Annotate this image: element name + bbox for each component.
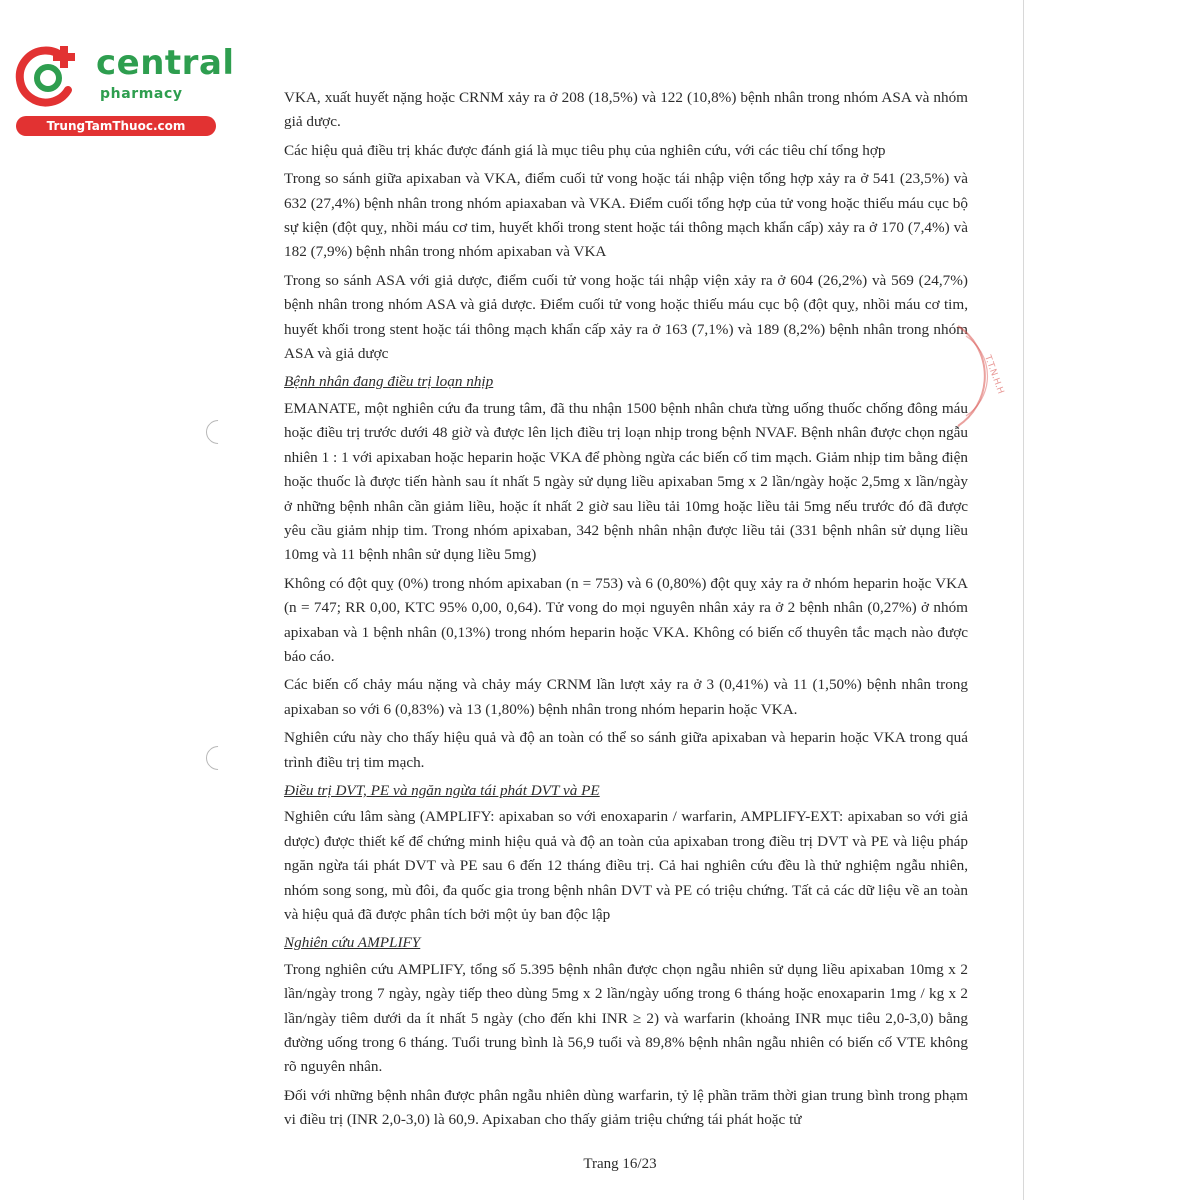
punch-hole-mark [201, 741, 235, 775]
red-seal-stamp [952, 316, 1032, 436]
paragraph: EMANATE, một nghiên cứu đa trung tâm, đã thu nhận 1500 bệnh nhân chưa từng uống thuốc chống đông máu hoặc điều trị trước dưới 48 giờ và được lên lịch điều trị loạn nhịp trong bệnh NVAF. Bệnh nhân được chọn ngẫu nhiên 1 : 1 với apixaban hoặc heparin hoặc VKA để phòng ngừa các biến cố tim mạch. Giảm nhịp tim bằng điện hoặc thuốc là được tiến hành sau ít nhất 5 ngày sử dụng liều apixaban 5mg x 2 lần/ngày hoặc 2,5mg x lần/ngày ở những bệnh nhân cần giảm liều, hoặc ít nhất 2 giờ sau liều tải 10mg hoặc liều tải 5mg nếu trước đó đã được yêu cầu giảm nhịp tim. Trong nhóm apixaban, 342 bệnh nhân nhận được liều tải (331 bệnh nhân sử dụng liều 10mg và 11 bệnh nhân sử dụng liều 5mg) [284, 399, 968, 564]
paragraph: Trong so sánh ASA với giả dược, điểm cuối tử vong hoặc tái nhập viện xảy ra ở 604 (26,2%) và 569 (24,7%) bệnh nhân trong nhóm ASA và giả dược. Điểm cuối tử vong hoặc thiếu máu cục bộ (đột quỵ, nhồi máu cơ tim, huyết khối trong stent hoặc tái thông mạch khẩn cấp xảy ra ở 163 (7,1%) và 189 (8,2%) bệnh nhân trong nhóm ASA và giả dược [284, 271, 968, 363]
logo-brand-text: central [96, 43, 235, 83]
logo-website-link[interactable]: TrungTamThuoc.com [16, 116, 216, 136]
section-heading: Bệnh nhân đang điều trị loạn nhịp [284, 373, 494, 391]
paragraph: Nghiên cứu lâm sàng (AMPLIFY: apixaban so với enoxaparin / warfarin, AMPLIFY-EXT: apixaban so với giả dược) được thiết kế để chứng minh hiệu quả và độ an toàn của apixaban trong điều trị DVT và PE và liệu pháp ngăn ngừa tái phát DVT và PE sau 6 đến 12 tháng điều trị. Cả hai nghiên cứu đều là thử nghiệm ngẫu nhiên, nhóm song song, mù đôi, đa quốc gia trong bệnh nhân DVT và PE có triệu chứng. Tất cả các dữ liệu về an toàn và hiệu quả đã được phân tích bởi một ủy ban độc lập [284, 808, 968, 923]
paragraph: Không có đột quỵ (0%) trong nhóm apixaban (n = 753) và 6 (0,80%) đột quỵ xảy ra ở nhóm heparin hoặc VKA (n = 747; RR 0,00, KTC 95% 0,00, 0,64). Tử vong do mọi nguyên nhân xảy ra ở 2 bệnh nhân (0,27%) ở nhóm apixaban và 1 bệnh nhân (0,13%) trong nhóm heparin hoặc VKA. Không có biến cố thuyên tắc mạch nào được báo cáo. [284, 574, 968, 665]
document-body [284, 86, 968, 1137]
pharmacy-cross-icon [12, 40, 84, 112]
central-pharmacy-logo[interactable] [8, 36, 235, 136]
page-edge-line [1023, 0, 1024, 1200]
paragraph: Trong nghiên cứu AMPLIFY, tổng số 5.395 bệnh nhân được chọn ngẫu nhiên sử dụng liều apixaban 10mg x 2 lần/ngày trong 7 ngày, ngày tiếp theo dùng 5mg x 2 lần/ngày uống trong 6 tháng hoặc enoxaparin 1mg / kg x 2 lần/ngày tiêm dưới da ít nhất 5 ngày (cho đến khi INR ≥ 2) và warfarin (khoảng INR mục tiêu 2,0-3,0) bằng đường uống trong 6 tháng. Tuổi trung bình là 56,9 tuổi và 89,8% bệnh nhân ngẫu nhiên có biến cố VTE không rõ nguyên nhân. [284, 960, 968, 1076]
page-number: Trang 16/23 [583, 1156, 657, 1172]
paragraph: VKA, xuất huyết nặng hoặc CRNM xảy ra ở 208 (18,5%) và 122 (10,8%) bệnh nhân trong nhóm ASA và nhóm giả dược. [284, 89, 968, 131]
section-heading: Nghiên cứu AMPLIFY [284, 934, 421, 952]
logo-subtitle-text: pharmacy [100, 86, 183, 102]
stamp-text: T.T.N.H.H [982, 354, 1006, 396]
paragraph: Nghiên cứu này cho thấy hiệu quả và độ an toàn có thể so sánh giữa apixaban và heparin hoặc VKA trong quá trình điều trị tim mạch. [284, 729, 968, 771]
paragraph: Trong so sánh giữa apixaban và VKA, điểm cuối tử vong hoặc tái nhập viện tổng hợp xảy ra ở 541 (23,5%) và 632 (27,4%) bệnh nhân trong nhóm apiaxaban và VKA. Điểm cuối tổng hợp của tử vong hoặc thiếu máu cục bộ sự kiện (đột quỵ, nhồi máu cơ tim, huyết khối trong stent hoặc tái thông mạch khẩn cấp) xảy ra ở 170 (7,4%) và 182 (7,9%) bệnh nhân trong nhóm apixaban và VKA [284, 170, 968, 261]
paragraph: Các biến cố chảy máu nặng và chảy máy CRNM lần lượt xảy ra ở 3 (0,41%) và 11 (1,50%) bệnh nhân trong apixaban so với 6 (0,83%) và 13 (1,80%) bệnh nhân trong nhóm heparin hoặc VKA. [284, 676, 968, 718]
paragraph: Đối với những bệnh nhân được phân ngẫu nhiên dùng warfarin, tỷ lệ phần trăm thời gian trung bình trong phạm vi điều trị (INR 2,0-3,0) là 60,9. Apixaban cho thấy giảm triệu chứng tái phát hoặc tử [284, 1086, 968, 1129]
section-heading: Điều trị DVT, PE và ngăn ngừa tái phát DVT và PE [284, 781, 600, 799]
paragraph: Các hiệu quả điều trị khác được đánh giá là mục tiêu phụ của nghiên cứu, với các tiêu chí tổng hợp [284, 141, 886, 159]
punch-hole-mark [201, 415, 235, 449]
